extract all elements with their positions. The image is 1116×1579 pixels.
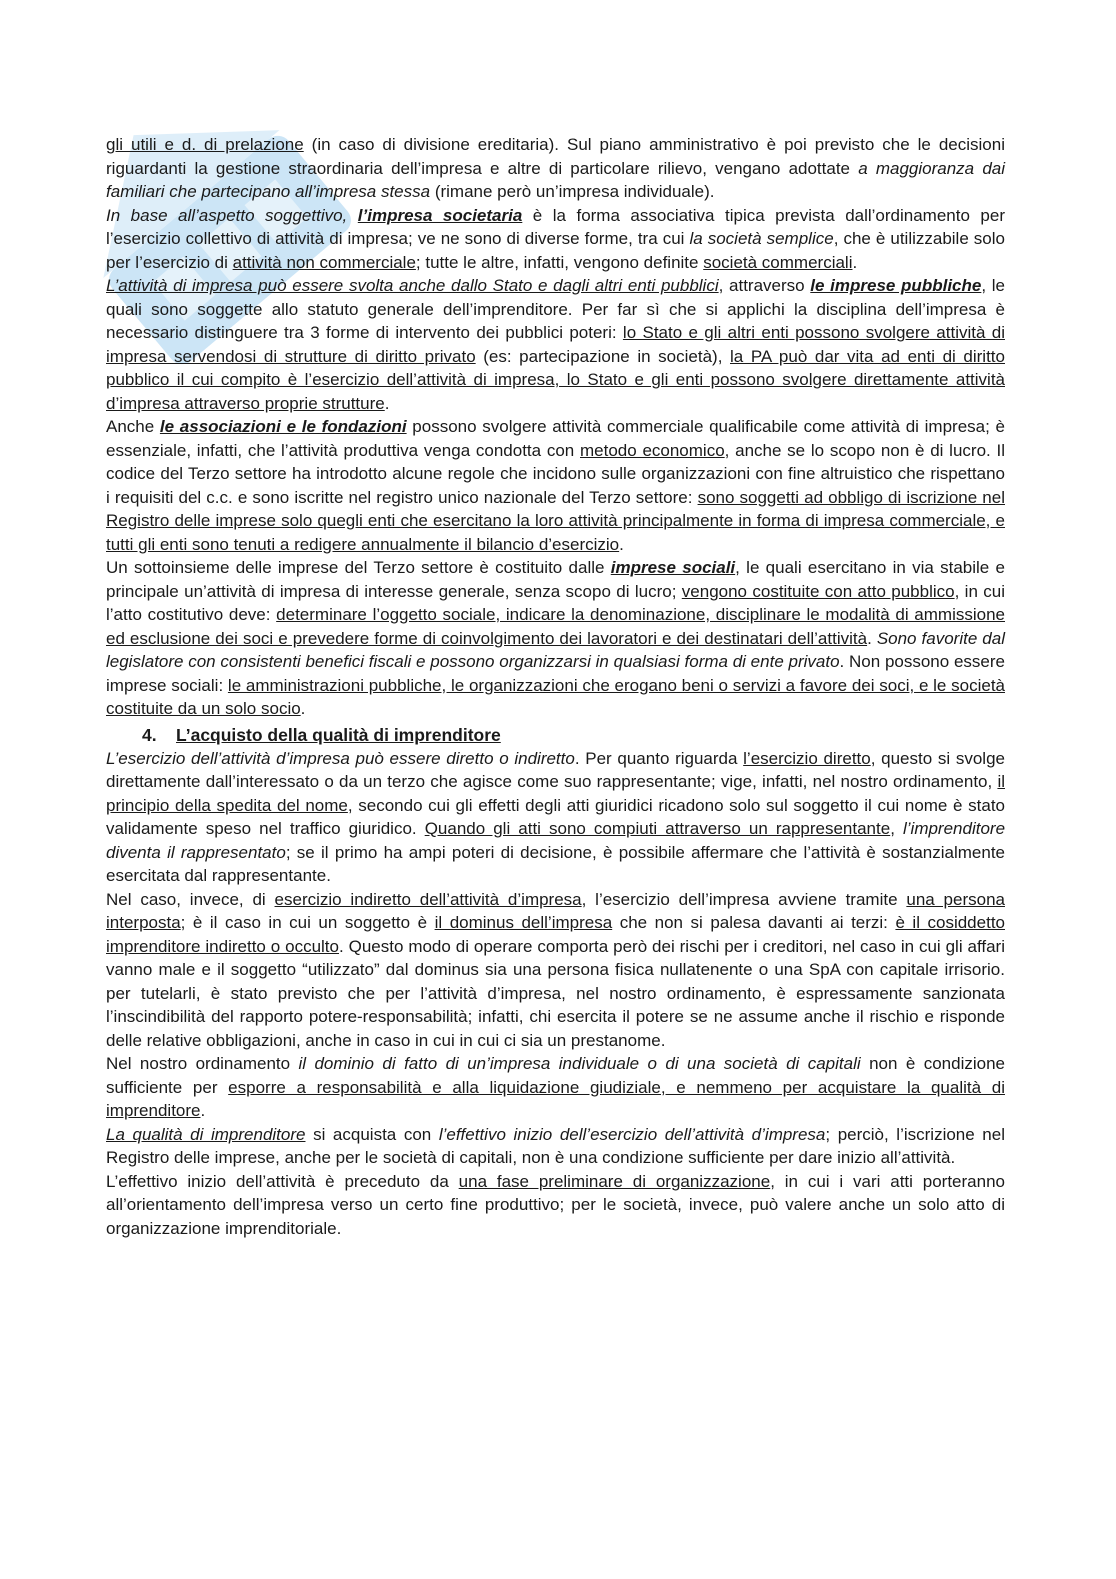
text-span: (es: partecipazione in società), (475, 346, 731, 366)
section-number: 4. (142, 724, 157, 745)
text-span: sono soggetti ad obbligo di iscrizione nel Registro delle imprese solo quegli enti che esercitano la loro attività principalmente in forma di impresa commerciale, e tutti gli enti sono tenuti a redigere annualmente il bilancio d’esercizio (106, 487, 1005, 554)
text-span: , l’esercizio dell’impresa avviene tramite (581, 889, 907, 909)
text-span: L’attività di impresa può essere svolta anche dallo Stato e dagli altri enti pubblici (106, 276, 719, 295)
paragraph-8 (106, 1052, 1005, 1123)
text-span: Nel caso, invece, di (106, 889, 275, 909)
text-span: l’effettivo inizio dell’esercizio dell’attività d’impresa (438, 1124, 826, 1144)
section-heading (142, 723, 1005, 747)
text-span: una fase preliminare di organizzazione (458, 1171, 771, 1191)
text-span: , in cui l’atto costitutivo deve: (106, 581, 1005, 624)
text-span: imprese sociali (610, 558, 736, 577)
text-span: , le quali sono soggette allo statuto generale dell’imprenditore. Per far sì che si applichi la disciplina dell’impresa è necessario distinguere tra 3 forme di intervento dei pubblici poteri: (106, 276, 1005, 342)
text-span: , anche se lo scopo non è di lucro. Il codice del Terzo settore ha introdotto alcune regole che incidono sulle organizzazioni con fine altruistico che rispettano i requisiti del c.c. e sono iscritte nel registro unico nazionale del Terzo settore: (106, 440, 1005, 507)
text-span: . (200, 1101, 206, 1120)
text-span: gli utili e d. di prelazione (106, 135, 304, 154)
text-span: , questo si svolge direttamente dall’interessato o da un terzo che agisce come suo rappresentante; vige, infatti, nel nostro ordinamento, (106, 748, 1005, 791)
text-span: attività non commerciale (232, 252, 416, 272)
text-span: La qualità di imprenditore (106, 1124, 306, 1144)
text-span: . (867, 628, 877, 648)
text-span: metodo economico (580, 440, 725, 460)
text-span: . Per quanto riguarda (574, 748, 744, 768)
text-span: il dominio di fatto di un’impresa individuale o di una società di capitali (298, 1054, 861, 1073)
text-span: determinare l’oggetto sociale, indicare la denominazione, disciplinare le modalità di ammissione ed esclusione dei soci e prevedere forme di coinvolgimento dei lavoratori e dei destinatari dell’attività (106, 605, 1005, 648)
text-span: che non si palesa davanti ai terzi: (612, 913, 896, 932)
text-span: ; perciò, l’iscrizione nel Registro delle imprese, anche per le società di capitali, non è una condizione sufficiente per dare inizio all’attività. (106, 1124, 1005, 1167)
text-span: (rimane però un’impresa individuale). (430, 182, 715, 201)
text-span: possono svolgere attività commerciale qualificabile come attività di impresa; è essenziale, infatti, che l’attività produttiva venga condotta con (106, 417, 1005, 460)
text-span: l’impresa societaria (357, 205, 523, 225)
paragraph-4 (106, 415, 1005, 556)
text-span: le amministrazioni pubbliche, le organizzazioni che erogano beni o servizi a favore dei soci, e le società costituite da un solo socio (106, 675, 1005, 718)
text-span: si acquista con (305, 1124, 439, 1144)
text-span: . Questo modo di operare comporta però dei rischi per i creditori, nel caso in cui gli affari vanno male e il soggetto “utilizzato” dal dominus sia una persona fisica nullatenente o una SpA con capitale irrisorio. per tutelarli, è stato previsto che per l’attività d’impresa, nel nostro ordinamento, è espressamente sanzionata l’inscindibilità del rapporto potere-responsabilità; infatti, chi esercita il potere se ne assume anche il rischio e risponde delle relative obbligazioni, anche in caso in cui in cui ci sia un prestanome. (106, 936, 1005, 1050)
text-span: lo Stato e gli altri enti possono svolgere attività di impresa servendosi di strutture di diritto privato (106, 323, 1005, 366)
text-span: , in cui i vari atti porteranno all’orientamento dell’impresa verso un certo fine produttivo; per le società, invece, può valere anche un solo atto di organizzazione imprenditoriale. (106, 1171, 1005, 1238)
text-span: L’esercizio dell’attività d’impresa può essere diretto o indiretto (106, 748, 575, 768)
text-span: il principio della spedita del nome (106, 772, 1005, 815)
text-span: . Non possono essere imprese sociali: (106, 652, 1005, 695)
text-span: Nel nostro ordinamento (106, 1054, 299, 1073)
text-span: L’effettivo inizio dell’attività è preceduto da (106, 1171, 459, 1191)
text-span: le imprese pubbliche (810, 276, 982, 295)
text-span (347, 206, 358, 225)
text-span: una persona interposta (106, 889, 1005, 932)
text-span: la società semplice (689, 229, 834, 248)
paragraph-3 (106, 274, 1005, 415)
text-span: . (619, 534, 624, 554)
text-span: Un sottoinsieme delle imprese del Terzo settore è costituito dalle (106, 558, 611, 577)
text-span: Sono favorite dal legislatore con consistenti benefici fiscali e possono organizzarsi in qualsiasi forma di ente privato (106, 628, 1005, 671)
text-span: ; se il primo ha ampi poteri di decisione, è possibile affermare che l’attività è sostanzialmente esercitata dal rappresentante. (106, 842, 1005, 885)
text-span: ; è il caso in cui un soggetto è (180, 913, 435, 932)
text-span: la PA può dar vita ad enti di diritto pubblico il cui compito è l’esercizio dell’attività di impresa, lo Stato e gli enti possono svolgere direttamente attività d’impresa attraverso proprie strutture (106, 346, 1005, 413)
text-span: , le quali esercitano in via stabile e principale un’attività di impresa di interesse generale, senza scopo di lucro; (106, 558, 1005, 601)
text-span: In base all’aspetto soggettivo, (106, 205, 348, 225)
text-span: , (890, 819, 903, 838)
paragraph-1 (106, 133, 1005, 204)
text-span: vengono costituite con atto pubblico (681, 581, 955, 601)
paragraph-7 (106, 888, 1005, 1053)
text-span: Quando gli atti sono compiuti attraverso un rappresentante (424, 819, 891, 838)
text-span: l’imprenditore diventa il rappresentato (106, 819, 1006, 862)
text-span: è il cosiddetto imprenditore indiretto o occulto (106, 913, 1005, 956)
text-span: , attraverso (718, 276, 811, 295)
text-span: ; tutte le altre, infatti, vengono definite (415, 252, 704, 272)
text-span: Anche (106, 417, 160, 436)
section-title: L’acquisto della qualità di imprenditore (176, 724, 501, 745)
text-span: l’esercizio diretto (743, 748, 871, 768)
paragraph-5 (106, 556, 1005, 721)
text-span: le associazioni e le fondazioni (159, 417, 407, 436)
text-span: . (384, 393, 390, 413)
paragraph-2 (106, 204, 1005, 275)
text-span: è la forma associativa tipica prevista dall’ordinamento per l’esercizio collettivo di attività di impresa; ve ne sono di diverse forme, tra cui (106, 205, 1005, 248)
text-span: (in caso di divisione ereditaria). Sul piano amministrativo è poi previsto che le decisioni riguardanti la gestione straordinaria dell’impresa e altre di particolare rilievo, vengano adottate (106, 135, 1005, 178)
text-span: il dominus dell’impresa (434, 913, 613, 932)
text-span: società commerciali (703, 252, 853, 272)
text-span: , secondo cui gli effetti degli atti giuridici ricadono solo sul soggetto il cui nome è stato validamente speso nel traffico giuridico. (106, 795, 1005, 838)
text-span: esporre a responsabilità e alla liquidazione giudiziale, e nemmeno per acquistare la qualità di imprenditore (106, 1077, 1005, 1120)
paragraph-10 (106, 1170, 1005, 1241)
document-page (106, 133, 1005, 1240)
text-span: . (300, 699, 306, 718)
text-span: non è condizione sufficiente per (106, 1054, 1005, 1097)
paragraph-9 (106, 1123, 1005, 1170)
text-span: a maggioranza dai familiari che partecipano all’impresa stessa (106, 158, 1005, 201)
paragraph-6 (106, 747, 1005, 888)
text-span: esercizio indiretto dell’attività d’impresa (274, 889, 582, 909)
text-span: . (852, 252, 858, 272)
text-span: , che è utilizzabile solo per l’esercizio di (106, 229, 1005, 272)
